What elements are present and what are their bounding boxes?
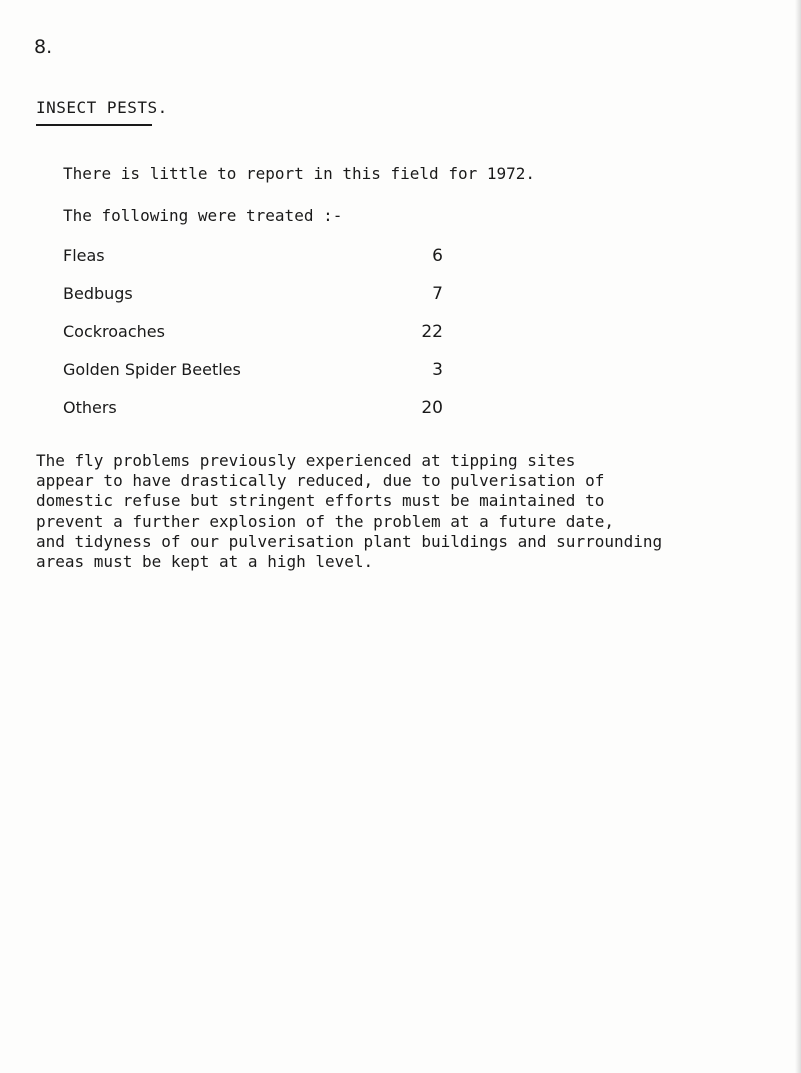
pest-name: Cockroaches <box>63 322 165 341</box>
paragraph-line: prevent a further explosion of the problem at a future date, <box>36 511 614 531</box>
pest-count: 7 <box>432 284 443 304</box>
page-number: 8. <box>34 36 53 58</box>
heading-underline <box>36 124 152 126</box>
section-heading: INSECT PESTS. <box>36 98 168 117</box>
scan-edge-shadow <box>795 0 801 1073</box>
paragraph-line: appear to have drastically reduced, due to pulverisation of <box>36 471 605 491</box>
pest-count: 22 <box>421 322 443 342</box>
intro-sentence: There is little to report in this field for 1972. <box>63 164 536 183</box>
table-row <box>63 246 443 284</box>
table-row <box>63 322 443 360</box>
paragraph-line: areas must be kept at a high level. <box>36 552 374 572</box>
pest-count: 6 <box>432 246 443 266</box>
treated-list-lead: The following were treated :- <box>63 206 343 225</box>
paragraph-line: The fly problems previously experienced at tipping sites <box>36 451 576 470</box>
pest-count: 20 <box>421 398 443 418</box>
table-row <box>63 360 443 398</box>
paragraph-line: and tidyness of our pulverisation plant buildings and surrounding <box>36 531 663 551</box>
table-row <box>63 398 443 436</box>
pest-count: 3 <box>432 360 443 380</box>
pest-name: Golden Spider Beetles <box>63 360 241 379</box>
pest-name: Fleas <box>63 246 105 265</box>
pest-treatment-table <box>63 246 443 436</box>
pest-name: Bedbugs <box>63 284 133 303</box>
fly-problems-paragraph <box>36 451 663 572</box>
table-row <box>63 284 443 322</box>
pest-name: Others <box>63 398 117 417</box>
paragraph-line: domestic refuse but stringent efforts must be maintained to <box>36 491 605 511</box>
